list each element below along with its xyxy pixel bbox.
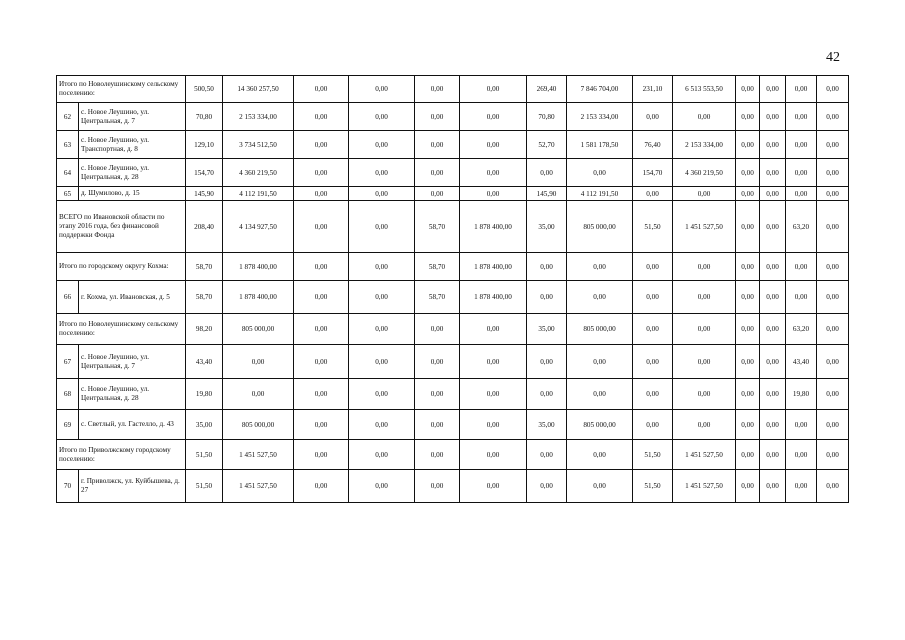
value-cell: 0,00	[349, 201, 415, 253]
value-cell: 0,00	[415, 379, 460, 410]
value-cell: 231,10	[633, 76, 673, 103]
value-cell: 14 360 257,50	[223, 76, 294, 103]
value-cell: 145,90	[186, 187, 223, 201]
value-cell: 0,00	[760, 440, 786, 470]
value-cell: 0,00	[786, 281, 817, 314]
value-cell: 0,00	[760, 187, 786, 201]
address-cell: с. Новое Леушино, ул. Транспортная, д. 8	[79, 131, 186, 159]
value-cell: 0,00	[633, 345, 673, 379]
value-cell: 1 451 527,50	[223, 440, 294, 470]
value-cell: 3 734 512,50	[223, 131, 294, 159]
value-cell: 0,00	[633, 281, 673, 314]
value-cell: 35,00	[527, 314, 567, 345]
value-cell: 154,70	[186, 159, 223, 187]
value-cell: 4 112 191,50	[223, 187, 294, 201]
value-cell: 0,00	[349, 345, 415, 379]
value-cell: 0,00	[415, 103, 460, 131]
value-cell: 269,40	[527, 76, 567, 103]
subtotal-row	[57, 314, 849, 345]
value-cell: 1 878 400,00	[460, 253, 527, 281]
value-cell: 0,00	[736, 131, 760, 159]
subtotal-row	[57, 440, 849, 470]
value-cell: 0,00	[460, 131, 527, 159]
value-cell: 2 153 334,00	[223, 103, 294, 131]
value-cell: 35,00	[527, 410, 567, 440]
value-cell: 0,00	[460, 314, 527, 345]
value-cell: 76,40	[633, 131, 673, 159]
table-row	[57, 187, 849, 201]
value-cell: 0,00	[223, 345, 294, 379]
page-number: 42	[826, 50, 840, 65]
value-cell: 0,00	[415, 345, 460, 379]
value-cell: 0,00	[349, 76, 415, 103]
value-cell: 0,00	[673, 103, 736, 131]
value-cell: 0,00	[349, 440, 415, 470]
value-cell: 0,00	[415, 440, 460, 470]
value-cell: 0,00	[760, 253, 786, 281]
value-cell: 0,00	[460, 379, 527, 410]
value-cell: 0,00	[460, 103, 527, 131]
value-cell: 43,40	[786, 345, 817, 379]
value-cell: 0,00	[294, 410, 349, 440]
value-cell: 0,00	[415, 187, 460, 201]
value-cell: 0,00	[633, 103, 673, 131]
value-cell: 63,20	[786, 201, 817, 253]
value-cell: 0,00	[736, 410, 760, 440]
value-cell: 0,00	[673, 314, 736, 345]
table-row	[57, 379, 849, 410]
value-cell: 0,00	[760, 131, 786, 159]
value-cell: 0,00	[294, 159, 349, 187]
address-cell: д. Шумилово, д. 15	[79, 187, 186, 201]
value-cell: 0,00	[294, 345, 349, 379]
value-cell: 0,00	[673, 281, 736, 314]
table-row	[57, 470, 849, 503]
value-cell: 58,70	[415, 253, 460, 281]
subtotal-label: Итого по Новолеушинскому сельскому поселению:	[57, 76, 186, 103]
value-cell: 1 451 527,50	[673, 470, 736, 503]
value-cell: 0,00	[786, 131, 817, 159]
value-cell: 0,00	[817, 76, 849, 103]
value-cell: 0,00	[294, 253, 349, 281]
value-cell: 4 112 191,50	[567, 187, 633, 201]
row-number: 66	[57, 281, 79, 314]
address-cell: с. Новое Леушино, ул. Центральная, д. 28	[79, 159, 186, 187]
value-cell: 0,00	[817, 410, 849, 440]
value-cell: 0,00	[349, 253, 415, 281]
value-cell: 0,00	[349, 159, 415, 187]
value-cell: 0,00	[673, 345, 736, 379]
address-cell: г. Приволжск, ул. Куйбышева, д. 27	[79, 470, 186, 503]
value-cell: 0,00	[567, 440, 633, 470]
value-cell: 4 134 927,50	[223, 201, 294, 253]
value-cell: 0,00	[415, 410, 460, 440]
value-cell: 2 153 334,00	[567, 103, 633, 131]
value-cell: 58,70	[415, 281, 460, 314]
value-cell: 0,00	[294, 103, 349, 131]
subtotal-row	[57, 201, 849, 253]
address-cell: с. Новое Леушино, ул. Центральная, д. 28	[79, 379, 186, 410]
value-cell: 0,00	[460, 470, 527, 503]
value-cell: 51,50	[633, 201, 673, 253]
value-cell: 0,00	[817, 281, 849, 314]
value-cell: 0,00	[736, 103, 760, 131]
value-cell: 0,00	[760, 410, 786, 440]
value-cell: 0,00	[817, 440, 849, 470]
row-number: 65	[57, 187, 79, 201]
value-cell: 805 000,00	[567, 410, 633, 440]
value-cell: 805 000,00	[223, 410, 294, 440]
value-cell: 0,00	[760, 201, 786, 253]
value-cell: 51,50	[633, 440, 673, 470]
value-cell: 51,50	[633, 470, 673, 503]
value-cell: 98,20	[186, 314, 223, 345]
value-cell: 0,00	[294, 379, 349, 410]
value-cell: 0,00	[460, 440, 527, 470]
subtotal-row	[57, 76, 849, 103]
value-cell: 63,20	[786, 314, 817, 345]
value-cell: 0,00	[817, 314, 849, 345]
value-cell: 0,00	[349, 131, 415, 159]
subtotal-label: Итого по городскому округу Кохма:	[57, 253, 186, 281]
value-cell: 51,50	[186, 440, 223, 470]
value-cell: 0,00	[633, 187, 673, 201]
value-cell: 58,70	[186, 253, 223, 281]
value-cell: 0,00	[567, 379, 633, 410]
row-number: 68	[57, 379, 79, 410]
report-table	[56, 75, 849, 503]
value-cell: 0,00	[460, 76, 527, 103]
address-cell: с. Светлый, ул. Гастелло, д. 43	[79, 410, 186, 440]
table-row	[57, 131, 849, 159]
value-cell: 0,00	[633, 253, 673, 281]
table-row	[57, 159, 849, 187]
value-cell: 0,00	[760, 470, 786, 503]
value-cell: 0,00	[786, 470, 817, 503]
value-cell: 0,00	[736, 76, 760, 103]
value-cell: 0,00	[527, 159, 567, 187]
value-cell: 0,00	[760, 103, 786, 131]
value-cell: 0,00	[736, 345, 760, 379]
value-cell: 0,00	[736, 440, 760, 470]
value-cell: 0,00	[817, 379, 849, 410]
value-cell: 0,00	[415, 159, 460, 187]
value-cell: 500,50	[186, 76, 223, 103]
value-cell: 0,00	[460, 345, 527, 379]
value-cell: 0,00	[760, 281, 786, 314]
row-number: 62	[57, 103, 79, 131]
value-cell: 0,00	[294, 281, 349, 314]
value-cell: 0,00	[294, 201, 349, 253]
value-cell: 805 000,00	[567, 314, 633, 345]
value-cell: 0,00	[760, 345, 786, 379]
value-cell: 0,00	[349, 410, 415, 440]
table-row	[57, 410, 849, 440]
row-number: 70	[57, 470, 79, 503]
value-cell: 0,00	[786, 253, 817, 281]
value-cell: 2 153 334,00	[673, 131, 736, 159]
value-cell: 0,00	[736, 201, 760, 253]
value-cell: 0,00	[294, 314, 349, 345]
value-cell: 0,00	[736, 314, 760, 345]
row-number: 67	[57, 345, 79, 379]
value-cell: 1 878 400,00	[460, 201, 527, 253]
table-row	[57, 103, 849, 131]
value-cell: 0,00	[527, 253, 567, 281]
value-cell: 70,80	[186, 103, 223, 131]
value-cell: 4 360 219,50	[223, 159, 294, 187]
value-cell: 0,00	[736, 253, 760, 281]
subtotal-label: Итого по Приволжскому городскому поселению:	[57, 440, 186, 470]
table-row	[57, 345, 849, 379]
value-cell: 0,00	[736, 379, 760, 410]
value-cell: 0,00	[567, 345, 633, 379]
row-number: 64	[57, 159, 79, 187]
value-cell: 0,00	[817, 103, 849, 131]
value-cell: 6 513 553,50	[673, 76, 736, 103]
value-cell: 0,00	[294, 440, 349, 470]
value-cell: 0,00	[349, 314, 415, 345]
value-cell: 1 451 527,50	[223, 470, 294, 503]
address-cell: г. Кохма, ул. Ивановская, д. 5	[79, 281, 186, 314]
value-cell: 43,40	[186, 345, 223, 379]
value-cell: 1 581 178,50	[567, 131, 633, 159]
value-cell: 0,00	[786, 410, 817, 440]
row-number: 69	[57, 410, 79, 440]
value-cell: 0,00	[294, 131, 349, 159]
value-cell: 0,00	[415, 314, 460, 345]
value-cell: 0,00	[736, 159, 760, 187]
value-cell: 0,00	[349, 187, 415, 201]
value-cell: 0,00	[633, 314, 673, 345]
value-cell: 19,80	[786, 379, 817, 410]
value-cell: 0,00	[736, 470, 760, 503]
value-cell: 0,00	[223, 379, 294, 410]
subtotal-row	[57, 253, 849, 281]
value-cell: 0,00	[349, 103, 415, 131]
value-cell: 0,00	[460, 410, 527, 440]
value-cell: 0,00	[760, 314, 786, 345]
value-cell: 1 878 400,00	[223, 281, 294, 314]
value-cell: 0,00	[415, 131, 460, 159]
address-cell: с. Новое Леушино, ул. Центральная, д. 7	[79, 345, 186, 379]
value-cell: 0,00	[527, 345, 567, 379]
subtotal-label: Итого по Новолеушинскому сельскому поселению:	[57, 314, 186, 345]
value-cell: 0,00	[527, 281, 567, 314]
value-cell: 0,00	[527, 470, 567, 503]
value-cell: 0,00	[817, 131, 849, 159]
value-cell: 58,70	[186, 281, 223, 314]
value-cell: 0,00	[817, 187, 849, 201]
value-cell: 0,00	[817, 345, 849, 379]
value-cell: 0,00	[415, 76, 460, 103]
value-cell: 35,00	[527, 201, 567, 253]
value-cell: 0,00	[817, 253, 849, 281]
value-cell: 0,00	[349, 379, 415, 410]
value-cell: 0,00	[294, 470, 349, 503]
value-cell: 1 878 400,00	[223, 253, 294, 281]
value-cell: 0,00	[817, 470, 849, 503]
value-cell: 0,00	[527, 440, 567, 470]
value-cell: 1 878 400,00	[460, 281, 527, 314]
value-cell: 70,80	[527, 103, 567, 131]
value-cell: 51,50	[186, 470, 223, 503]
value-cell: 0,00	[786, 103, 817, 131]
value-cell: 0,00	[673, 379, 736, 410]
value-cell: 0,00	[673, 187, 736, 201]
value-cell: 1 451 527,50	[673, 440, 736, 470]
value-cell: 7 846 704,00	[567, 76, 633, 103]
value-cell: 0,00	[760, 76, 786, 103]
value-cell: 0,00	[567, 470, 633, 503]
value-cell: 0,00	[415, 470, 460, 503]
value-cell: 0,00	[786, 76, 817, 103]
value-cell: 0,00	[460, 187, 527, 201]
value-cell: 35,00	[186, 410, 223, 440]
value-cell: 0,00	[633, 379, 673, 410]
value-cell: 145,90	[527, 187, 567, 201]
value-cell: 208,40	[186, 201, 223, 253]
subtotal-label: ВСЕГО по Ивановской области по этапу 2016 года, без финансовой поддержки Фонда	[57, 201, 186, 253]
value-cell: 0,00	[736, 187, 760, 201]
value-cell: 52,70	[527, 131, 567, 159]
value-cell: 0,00	[736, 281, 760, 314]
value-cell: 4 360 219,50	[673, 159, 736, 187]
value-cell: 0,00	[567, 159, 633, 187]
value-cell: 154,70	[633, 159, 673, 187]
value-cell: 0,00	[786, 159, 817, 187]
value-cell: 805 000,00	[567, 201, 633, 253]
value-cell: 805 000,00	[223, 314, 294, 345]
value-cell: 0,00	[673, 410, 736, 440]
row-number: 63	[57, 131, 79, 159]
value-cell: 0,00	[760, 379, 786, 410]
value-cell: 0,00	[527, 379, 567, 410]
value-cell: 0,00	[294, 187, 349, 201]
value-cell: 0,00	[817, 159, 849, 187]
value-cell: 0,00	[460, 159, 527, 187]
table-body	[57, 76, 849, 503]
value-cell: 0,00	[567, 253, 633, 281]
value-cell: 0,00	[567, 281, 633, 314]
value-cell: 19,80	[186, 379, 223, 410]
value-cell: 0,00	[786, 440, 817, 470]
value-cell: 0,00	[349, 470, 415, 503]
value-cell: 0,00	[786, 187, 817, 201]
value-cell: 0,00	[760, 159, 786, 187]
value-cell: 0,00	[633, 410, 673, 440]
value-cell: 0,00	[673, 253, 736, 281]
value-cell: 1 451 527,50	[673, 201, 736, 253]
value-cell: 58,70	[415, 201, 460, 253]
value-cell: 0,00	[817, 201, 849, 253]
value-cell: 0,00	[349, 281, 415, 314]
value-cell: 129,10	[186, 131, 223, 159]
table-row	[57, 281, 849, 314]
address-cell: с. Новое Леушино, ул. Центральная, д. 7	[79, 103, 186, 131]
value-cell: 0,00	[294, 76, 349, 103]
